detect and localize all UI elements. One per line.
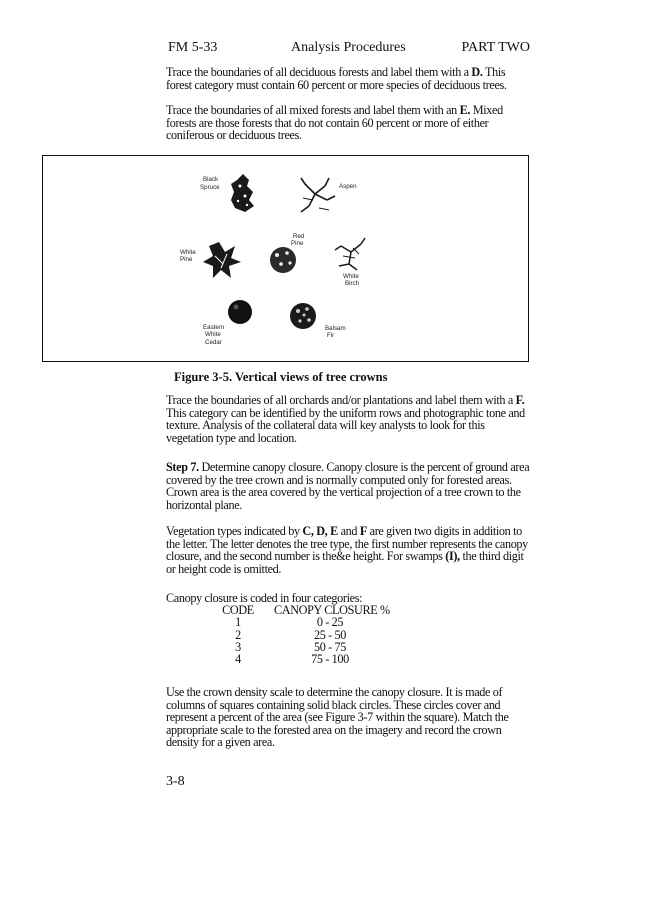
- red-pine-crown: [270, 247, 296, 273]
- cell-code: 4: [235, 651, 241, 666]
- cell-range: 50 - 75: [313, 639, 347, 654]
- label-black-spruce-1: Black: [203, 176, 219, 183]
- text-run: Mixed forests are those forests that do not contain 60 percent or more of either coniferous or deciduous trees.: [166, 103, 503, 143]
- eastern-white-cedar-crown: [228, 300, 252, 324]
- white-birch-crown: [335, 238, 365, 270]
- label-black-spruce-2: Spruce: [200, 184, 220, 191]
- page-header: [168, 40, 530, 60]
- balsam-fir-crown: [290, 303, 316, 329]
- page-number: 3-8: [166, 774, 185, 789]
- label-white-birch-1: White: [343, 273, 359, 280]
- paragraph-crown-density-scale: Use the crown density scale to determine the canopy closure. It is made of columns of squares containing solid black circles. These circles cover and represent a percent of the area (see Figure 3-7 within the square). Match the appropriate scale to the forested area on the imagery and record the crown density for a given area.: [166, 685, 509, 750]
- bold-label: (I),: [445, 549, 460, 564]
- label-eastern-cedar-2: White: [205, 331, 221, 338]
- table-lead-text: Canopy closure is coded in four categories:: [166, 591, 363, 605]
- figure-tree-crowns: [42, 155, 529, 362]
- tree-crowns-illustration: [43, 156, 527, 360]
- paragraph-orchards: [166, 394, 530, 444]
- canopy-closure-table: [166, 592, 530, 665]
- label-aspen: Aspen: [339, 183, 357, 190]
- label-red-pine-2: Pine: [291, 240, 304, 247]
- table-row: [166, 629, 530, 641]
- header-manual-number: FM 5-33: [168, 40, 218, 55]
- text-run: Trace the boundaries of all deciduous forests and label them with a: [166, 65, 472, 79]
- cell-range: 0 - 25: [316, 615, 344, 630]
- text-run: and: [337, 524, 360, 538]
- table-header-row: [166, 604, 530, 616]
- label-eastern-cedar-3: Cedar: [205, 339, 222, 346]
- table-row: [166, 616, 530, 628]
- label-balsam-fir-1: Balsam: [325, 325, 346, 332]
- text-run: Determine canopy closure. Canopy closure is the percent of ground area covered by the tree crown and is normally computed only for forested areas. Crown area is the area covered by the vertical projection of a tree crown to the horizontal plane.: [166, 460, 530, 512]
- text-run: are given two digits in addition to the letter. The letter denotes the tree type, the first number represents the canopy closure, and the second number is the&e height. For swamps: [166, 524, 528, 564]
- paragraph-step-7: [166, 461, 530, 511]
- table-row: [166, 653, 530, 665]
- bold-label: C, D, E: [302, 524, 338, 538]
- cell-range: 75 - 100: [311, 651, 349, 666]
- bold-label: F.: [515, 393, 525, 407]
- header-section-title: Analysis Procedures: [291, 40, 406, 55]
- cell-range: 25 - 50: [313, 627, 347, 642]
- label-eastern-cedar-1: Eastern: [203, 324, 225, 331]
- cell-code: 3: [235, 639, 241, 654]
- bold-label: D.: [471, 65, 483, 79]
- label-white-birch-2: Birch: [345, 280, 360, 287]
- column-header-closure: CANOPY CLOSURE %: [274, 603, 390, 618]
- black-spruce-crown: [231, 174, 254, 212]
- paragraph-deciduous: [166, 66, 530, 91]
- label-white-pine-2: Pine: [180, 256, 193, 263]
- cell-code: 2: [235, 627, 241, 642]
- text-run: the third digit or height code is omitted.: [166, 549, 524, 576]
- label-white-pine-1: White: [180, 249, 196, 256]
- column-header-code: CODE: [222, 603, 254, 618]
- paragraph-vegetation-codes: [166, 525, 530, 575]
- text-run: This category can be identified by the uniform rows and photographic tone and texture. Analysis of the collateral data will key analysts to look for this vegetation type and location.: [166, 405, 525, 445]
- figure-caption: Figure 3-5. Vertical views of tree crowns: [174, 370, 388, 384]
- label-balsam-fir-2: Fir: [327, 332, 335, 339]
- aspen-crown: [301, 178, 335, 212]
- header-part-label: PART TWO: [461, 40, 530, 55]
- bold-label: F: [359, 524, 367, 538]
- text-run: Trace the boundaries of all mixed forests and label them with an: [166, 103, 460, 117]
- text-run: This forest category must contain 60 percent or more species of deciduous trees.: [166, 65, 507, 92]
- paragraph-mixed-forests: [166, 104, 530, 142]
- text-run: Vegetation types indicated by: [166, 524, 303, 538]
- step-label: Step 7.: [166, 460, 199, 474]
- bold-label: E.: [459, 103, 471, 117]
- white-pine-crown: [203, 242, 241, 278]
- label-red-pine-1: Red: [293, 233, 305, 240]
- cell-code: 1: [235, 615, 241, 630]
- text-run: Trace the boundaries of all orchards and/or plantations and label them with a: [166, 393, 516, 407]
